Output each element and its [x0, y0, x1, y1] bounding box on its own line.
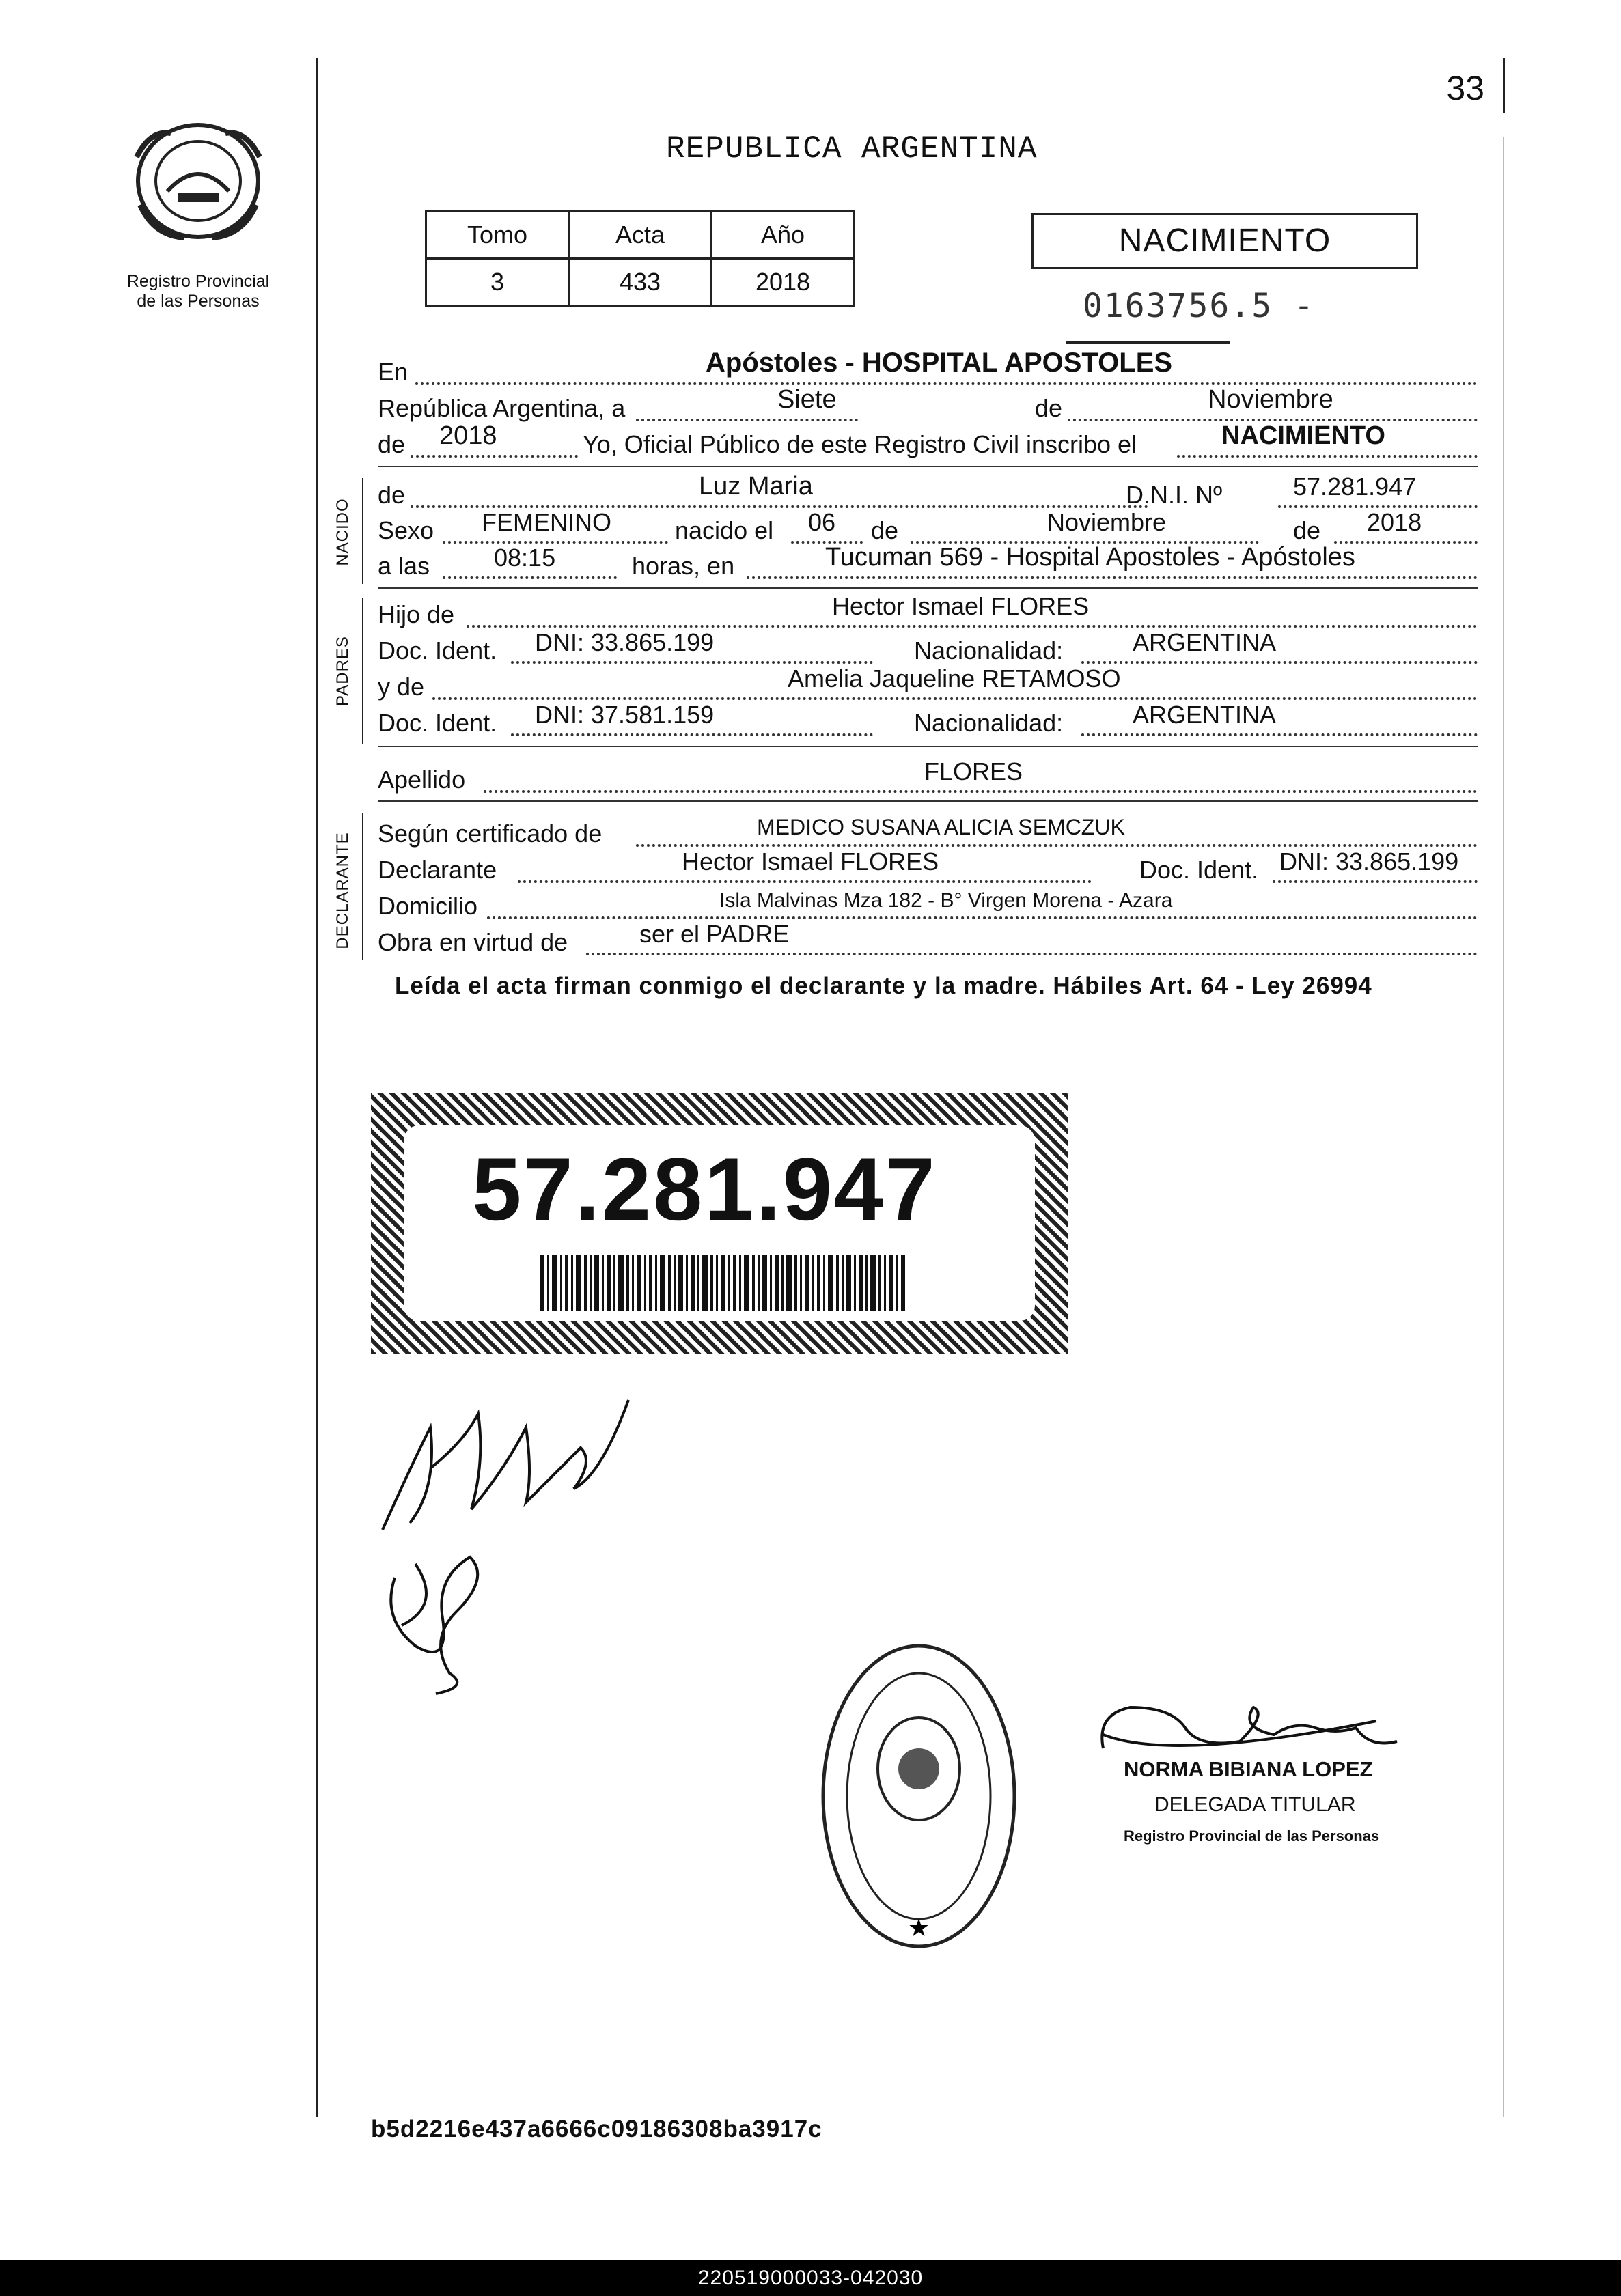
dni-sticker-inner — [404, 1125, 1035, 1321]
page-number: 33 — [1446, 69, 1484, 107]
label-de: de — [1035, 394, 1063, 422]
label-nacionalidad: Nacionalidad: — [914, 636, 1064, 664]
row-domicilio — [378, 889, 1478, 923]
row-certificado — [378, 817, 1478, 851]
footer-code: 220519000033-042030 — [0, 2260, 1621, 2296]
value-obra: ser el PADRE — [639, 920, 790, 948]
label-inscribo: Yo, Oficial Público de este Registro Civil inscribo el — [583, 430, 1137, 458]
row-declarante — [378, 848, 1478, 887]
row-hora — [378, 543, 1478, 583]
label-certificado: Según certificado de — [378, 820, 602, 848]
value-apellido: FLORES — [924, 757, 1023, 785]
register-table — [425, 210, 855, 307]
value-mother-nat: ARGENTINA — [1133, 701, 1277, 729]
label-en: En — [378, 358, 408, 386]
label-de-year: de — [378, 430, 406, 458]
section-divider — [378, 800, 1478, 802]
table-header-ano: Año — [712, 212, 855, 259]
row-year — [378, 421, 1478, 462]
section-divider — [378, 466, 1478, 467]
record-type-box: NACIMIENTO — [1031, 213, 1418, 269]
org-caption-line2: de las Personas — [137, 292, 260, 311]
nacido-bracket — [362, 478, 363, 584]
table-header-acta: Acta — [569, 212, 712, 259]
province-seal-icon — [123, 116, 273, 246]
padres-bracket — [362, 598, 363, 744]
declarante-bracket — [362, 813, 363, 960]
value-en: Apóstoles - HOSPITAL APOSTOLES — [706, 348, 1173, 378]
serial-underline — [1066, 341, 1230, 344]
table-header-tomo: Tomo — [426, 212, 569, 259]
barcode-icon — [540, 1255, 909, 1311]
value-time: 08:15 — [494, 544, 556, 572]
value-birth-day: 06 — [808, 508, 836, 536]
declarant-signature-icon — [369, 1386, 642, 1543]
label-sexo: Sexo — [378, 516, 434, 544]
value-birth-month: Noviembre — [1047, 508, 1167, 536]
value-mother: Amelia Jaqueline RETAMOSO — [788, 664, 1121, 692]
value-father-doc: DNI: 33.865.199 — [535, 628, 715, 656]
label-de1: de — [871, 516, 899, 544]
value-year: 2018 — [439, 421, 497, 450]
mother-signature-icon — [374, 1537, 511, 1700]
section-divider — [378, 746, 1478, 747]
label-doc: Doc. Ident. — [378, 709, 497, 737]
org-caption — [109, 272, 287, 311]
officer-title: DELEGADA TITULAR — [1154, 1793, 1356, 1816]
label-doc: Doc. Ident. — [1139, 856, 1259, 884]
value-declarante: Hector Ismael FLORES — [682, 848, 939, 876]
label-de2: de — [1293, 516, 1321, 544]
right-margin-line-lower — [1503, 137, 1504, 2117]
legal-text: Leída el acta firman conmigo el declarante y la madre. Hábiles Art. 64 - Ley 26994 — [395, 972, 1372, 999]
dni-sticker — [371, 1093, 1068, 1354]
value-name: Luz Maria — [699, 472, 813, 501]
section-declarante: DECLARANTE — [333, 832, 352, 949]
section-nacido: NACIDO — [333, 498, 352, 566]
label-horas: horas, en — [632, 552, 735, 580]
row-mother — [378, 664, 1478, 704]
dni-sticker-number: 57.281.947 — [472, 1139, 937, 1239]
org-caption-line1: Registro Provincial — [126, 272, 270, 291]
label-domicilio: Domicilio — [378, 892, 478, 920]
table-cell-tomo: 3 — [426, 259, 569, 306]
value-domicilio: Isla Malvinas Mza 182 - B° Virgen Morena - Azara — [719, 889, 1173, 912]
table-cell-ano: 2018 — [712, 259, 855, 306]
value-father-nat: ARGENTINA — [1133, 628, 1277, 656]
value-dni: 57.281.947 — [1293, 473, 1417, 501]
left-margin-line — [316, 58, 318, 2117]
document-hash: b5d2216e437a6666c09186308ba3917c — [371, 2116, 822, 2142]
officer-org: Registro Provincial de las Personas — [1124, 1828, 1380, 1845]
row-en — [378, 348, 1478, 389]
row-mother-doc — [378, 701, 1478, 740]
value-event: NACIMIENTO — [1221, 421, 1385, 450]
label-obra: Obra en virtud de — [378, 928, 568, 956]
value-place: Tucuman 569 - Hospital Apostoles - Apóstoles — [825, 543, 1355, 572]
value-father: Hector Ismael FLORES — [832, 592, 1090, 620]
row-apellido — [378, 757, 1478, 797]
official-stamp-icon — [816, 1639, 1021, 1953]
label-nacionalidad: Nacionalidad: — [914, 709, 1064, 737]
value-certificado: MEDICO SUSANA ALICIA SEMCZUK — [757, 815, 1125, 839]
label-alas: a las — [378, 552, 430, 580]
section-divider — [378, 587, 1478, 589]
row-hijo — [378, 592, 1478, 632]
value-birth-year: 2018 — [1367, 508, 1422, 536]
country-title: REPUBLICA ARGENTINA — [666, 131, 1038, 167]
label-y-de: y de — [378, 673, 425, 701]
value-month: Noviembre — [1208, 385, 1333, 414]
label-dni: D.N.I. Nº — [1126, 481, 1223, 509]
label-apellido: Apellido — [378, 766, 466, 794]
row-nacido-name — [378, 472, 1478, 512]
svg-text:★: ★ — [907, 1914, 930, 1942]
value-day: Siete — [777, 385, 837, 414]
label-declarante: Declarante — [378, 856, 497, 884]
row-republica — [378, 385, 1478, 425]
label-de-name: de — [378, 481, 406, 509]
label-nacido-el: nacido el — [675, 516, 774, 544]
row-obra — [378, 920, 1478, 960]
label-doc: Doc. Ident. — [378, 636, 497, 664]
label-hijo: Hijo de — [378, 600, 455, 628]
section-padres: PADRES — [333, 636, 352, 706]
label-republica: República Argentina, a — [378, 394, 626, 422]
table-cell-acta: 433 — [569, 259, 712, 306]
right-margin-line — [1503, 58, 1505, 113]
serial-number: 0163756.5 - — [1083, 287, 1315, 325]
value-sexo: FEMENINO — [482, 508, 612, 536]
officer-name: NORMA BIBIANA LOPEZ — [1124, 1757, 1373, 1781]
row-father-doc — [378, 628, 1478, 668]
value-mother-doc: DNI: 37.581.159 — [535, 701, 715, 729]
value-declarante-doc: DNI: 33.865.199 — [1279, 848, 1459, 876]
